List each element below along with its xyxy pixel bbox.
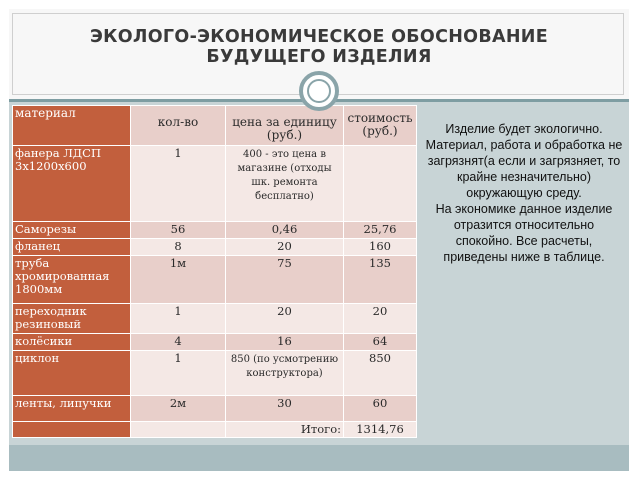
cell-price: 20 [226, 304, 344, 334]
cost-table [12, 105, 417, 438]
cell-cost [344, 146, 417, 222]
cell-price: 20 [226, 239, 344, 256]
table-row [13, 351, 417, 396]
cell-price: 75 [226, 256, 344, 304]
cell-material-empty [13, 422, 131, 438]
table-row [13, 396, 417, 422]
cell-qty-empty [131, 422, 226, 438]
cell-price: 850 (по усмотрению конструктора) [230, 354, 339, 379]
cell-qty: 1 [131, 146, 226, 222]
page-title [9, 27, 629, 67]
cell-cost: 20 [344, 304, 417, 334]
cell-material: колёсики [13, 334, 131, 351]
cell-cost: 64 [344, 334, 417, 351]
circle-ornament-inner [307, 79, 331, 103]
cell-cost: 60 [344, 396, 417, 422]
cell-material: ленты, липучки [13, 396, 131, 422]
side-text [424, 121, 624, 265]
cell-qty: 1м [131, 256, 226, 304]
title-line-1: ЭКОЛОГО-ЭКОНОМИЧЕСКОЕ ОБОСНОВАНИЕ [90, 27, 548, 47]
slide [9, 9, 629, 471]
cell-price: 16 [226, 334, 344, 351]
table-header-row [13, 106, 417, 146]
header-material: материал [13, 106, 131, 146]
total-value: 1314,76 [344, 422, 417, 438]
table-total-row [13, 422, 417, 438]
cell-qty: 1 [131, 304, 226, 334]
cell-qty: 4 [131, 334, 226, 351]
header-price: цена за единицу (руб.) [226, 106, 344, 146]
cell-qty: 56 [131, 222, 226, 239]
cell-material: фланец [13, 239, 131, 256]
cell-qty: 2м [131, 396, 226, 422]
table-row [13, 304, 417, 334]
title-line-2: БУДУЩЕГО ИЗДЕЛИЯ [206, 47, 432, 67]
cell-cost: 135 [344, 256, 417, 304]
table-row [13, 146, 417, 222]
total-label: Итого: [226, 422, 344, 438]
cell-material: труба хромированная 1800мм [13, 256, 131, 304]
circle-ornament-icon [299, 71, 339, 111]
cell-price: 30 [226, 396, 344, 422]
cell-qty: 8 [131, 239, 226, 256]
table-row [13, 334, 417, 351]
cell-price: 400 - это цена в магазине (отходы шк. ремонта бесплатно) [237, 149, 332, 202]
cell-material: Саморезы [13, 222, 131, 239]
cell-material: переходник резиновый [13, 304, 131, 334]
bottom-strip [9, 445, 629, 471]
table-row [13, 239, 417, 256]
cell-qty: 1 [131, 351, 226, 396]
cell-price: 0,46 [226, 222, 344, 239]
side-paragraph-2: На экономике данное изделие отразится относительно спокойно. Все расчеты, приведены ниже в таблице. [435, 202, 613, 264]
cell-material: фанера ЛДСП 3х1200х600 [13, 146, 131, 222]
side-paragraph-1: Изделие будет экологично. Материал, работа и обработка не загрязнят(а если и загрязняет, то крайне незначительно) окружающую среду. [425, 122, 623, 200]
cell-cost: 160 [344, 239, 417, 256]
table-row [13, 222, 417, 239]
header-qty: кол-во [131, 106, 226, 146]
header-cost: стоимость (руб.) [344, 106, 417, 146]
cost-table-wrap [12, 105, 416, 437]
cell-cost: 25,76 [344, 222, 417, 239]
cell-material: циклон [13, 351, 131, 396]
cell-cost: 850 [344, 351, 417, 396]
table-row [13, 256, 417, 304]
